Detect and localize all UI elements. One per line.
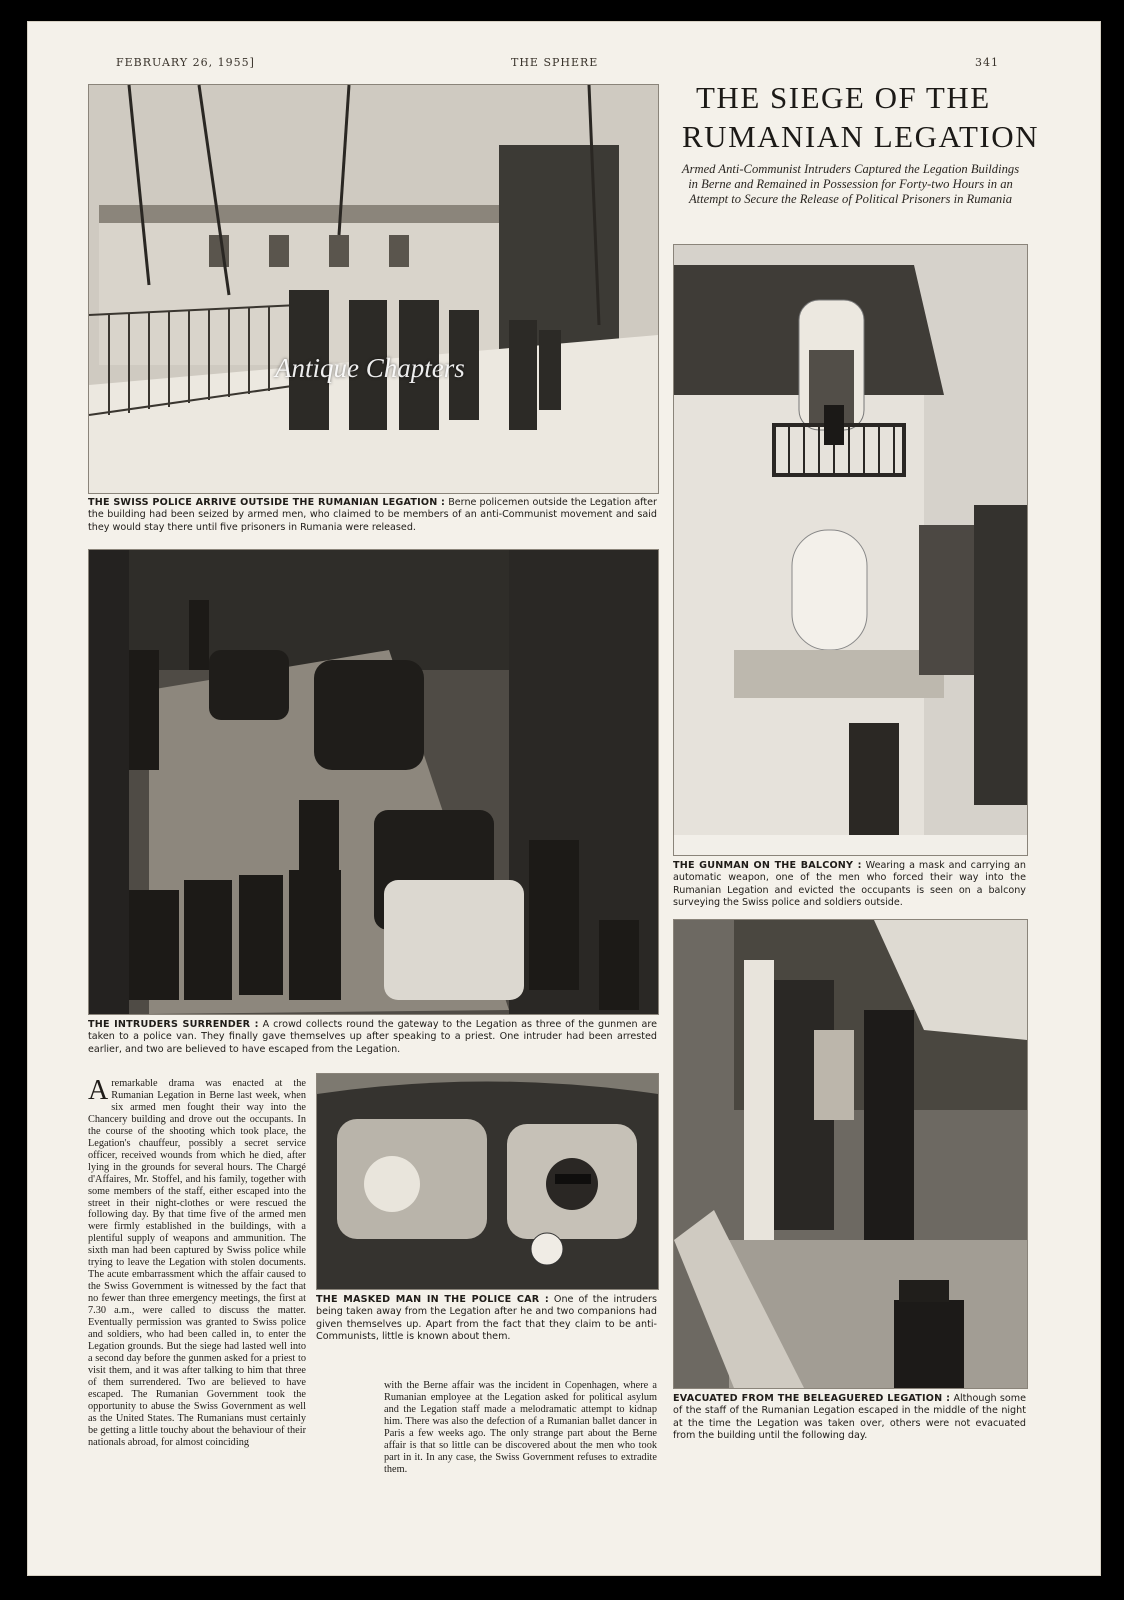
article-column-1-text: remarkable drama was enacted at the Rumanian Legation in Berne last week, when six armed men fought their way into the Chancery building and drove out the occupants. In the course of the shooting which took place, the Legation's chauffeur, possibly a secret service officer, received wounds from which he died, after lying in the grounds for several hours. The Chargé d'Affaires, Mr. Stoffel, and his family, together with some members of the staff, either escaped into the street in their night-clothes or were rescued the following day. By that time five of the armed men were firmly established in the buildings, with a plentiful supply of weapons and ammunition. The sixth man had been captured by Swiss police while trying to leave the Legation with stolen documents. The acute embarrassment which the affair caused to the Swiss Government is witnessed by the fact that no fewer than three emergency meetings, the first at 7.30 a.m., were called to discuss the matter. Eventually permission was granted to Swiss police and soldiers, who had been called in, to enter the Legation grounds. But the siege had lasted well into a second day before the gunmen asked for a priest to visit them, and it was after talking to him that three of them surrendered. Two are believed to have escaped. The Rumanian Government took the opportunity to abuse the Swiss Government as well as the United States. The Rumanians must certainly be getting a little touchy about the behaviour of their nationals abroad, for almost coinciding — [88, 1078, 306, 1448]
photo-masked-man-car — [316, 1073, 659, 1290]
publication-name: THE SPHERE — [511, 56, 599, 69]
headline-subtitle: Armed Anti-Communist Intruders Captured the Legation Buildings in Berne and Remained in Possession for Forty-two Hours in an Attempt to Secure the Release of Political Prisoners in Rumania — [681, 162, 1020, 206]
caption-masked-man — [316, 1294, 657, 1344]
caption-gunman-balcony — [673, 860, 1026, 910]
caption-police-heading: THE SWISS POLICE ARRIVE OUTSIDE THE RUMANIAN LEGATION : — [88, 497, 446, 508]
article-column-2 — [384, 1380, 657, 1475]
caption-surrender-text: A crowd collects round the gateway to the Legation as three of the gunmen are taken to a police van. They finally gave themselves up after speaking to a priest. One intruder had been arrested earlier, and two are believed to have escaped from the Legation. — [88, 1019, 657, 1055]
caption-intruders-surrender — [88, 1019, 657, 1056]
caption-masked-text: One of the intruders being taken away from the Legation after he and two companions had given themselves up. Apart from the fact that they claim to be anti-Communists, little is known about them. — [316, 1294, 657, 1343]
photo-gunman-balcony — [673, 244, 1028, 856]
watermark: Antique Chapters — [275, 353, 465, 383]
article-dropcap: A — [88, 1075, 109, 1106]
caption-masked-heading: THE MASKED MAN IN THE POLICE CAR : — [316, 1294, 549, 1305]
caption-police-text: Berne policemen outside the Legation after the building had been seized by armed men, who claimed to be members of an anti-Communist movement and said they would stay there until five prisoners in Rumania were released. — [88, 497, 657, 533]
headline-line-1: THE SIEGE OF THE — [696, 80, 991, 115]
caption-police-arrive — [88, 497, 657, 534]
magazine-page — [28, 22, 1100, 1575]
caption-evacuated-text: Although some of the staff of the Rumanian Legation escaped in the middle of the night at the time the Legation was taken over, others were not evacuated from the building until the following day. — [673, 1393, 1026, 1442]
caption-gunman-text: Wearing a mask and carrying an automatic weapon, one of the men who forced their way into the Rumanian Legation and evicted the occupants is seen on a balcony surveying the Swiss police and soldiers outside. — [673, 860, 1026, 909]
issue-date: FEBRUARY 26, 1955] — [116, 56, 255, 69]
caption-surrender-heading: THE INTRUDERS SURRENDER : — [88, 1019, 259, 1030]
photo-police-arrive — [88, 84, 659, 494]
article-column-1 — [88, 1075, 306, 1473]
caption-gunman-heading: THE GUNMAN ON THE BALCONY : — [673, 860, 862, 871]
caption-evacuated-heading: EVACUATED FROM THE BELEAGUERED LEGATION : — [673, 1393, 951, 1404]
headline-line-2: RUMANIAN LEGATION — [682, 119, 1039, 154]
photo-evacuated — [673, 919, 1028, 1389]
article-column-2-text: with the Berne affair was the incident in Copenhagen, where a Rumanian employee at the Legation asked for political asylum and the Legation staff made a melodramatic attempt to kidnap him. There was also the defection of a Rumanian ballet dancer in Paris a few weeks ago. The only strange part about the Berne affair is that so little can be discovered about the men who took part in it. In any case, the Swiss Government refuses to extradite them. — [384, 1380, 657, 1475]
page-number: 341 — [975, 56, 999, 69]
photo-intruders-surrender — [88, 549, 659, 1015]
caption-evacuated — [673, 1393, 1026, 1443]
